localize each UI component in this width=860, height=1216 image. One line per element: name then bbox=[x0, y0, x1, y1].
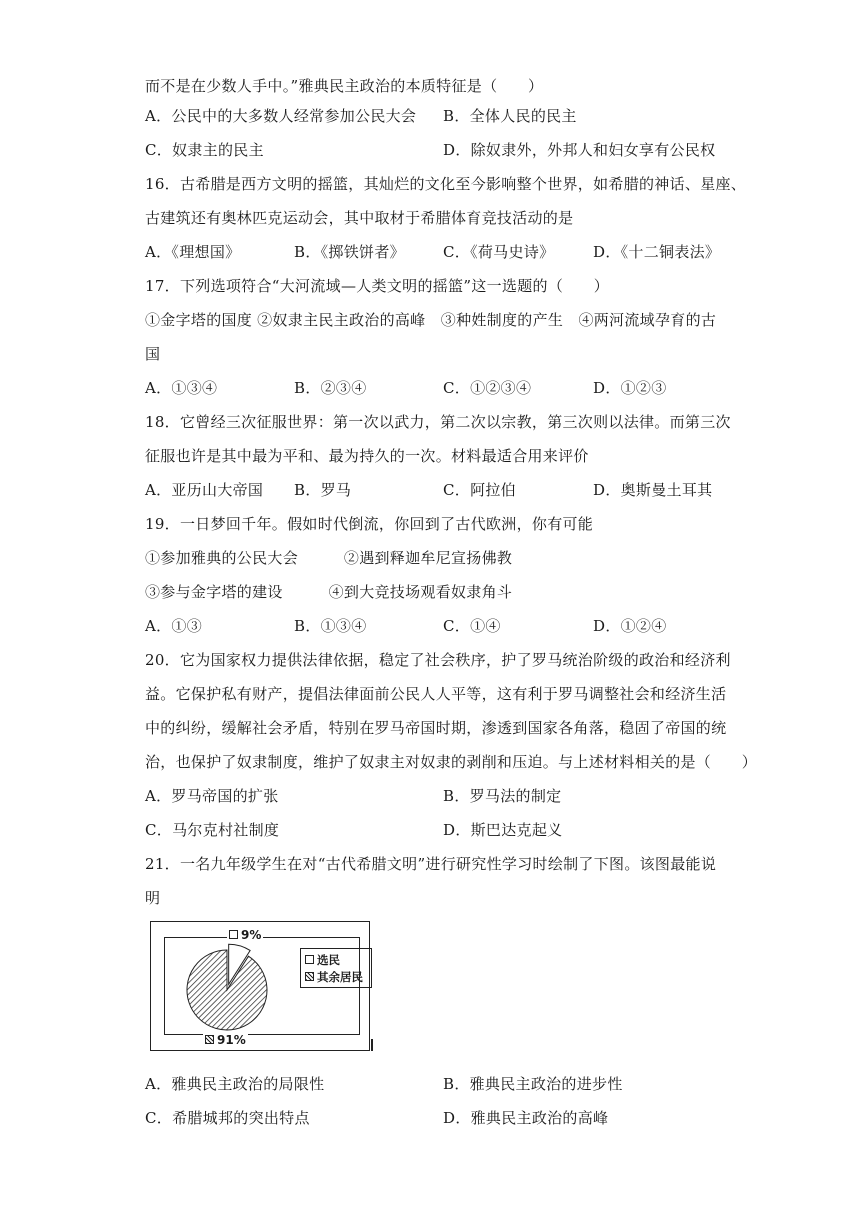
label-other-percent: 91% bbox=[203, 1033, 248, 1047]
chart-legend bbox=[300, 948, 372, 988]
q17-items-line-2: 国 bbox=[145, 345, 161, 363]
q15-option-a[interactable]: A．公民中的大多数人经常参加公民大会 bbox=[145, 107, 417, 125]
legend-swatch-hatched bbox=[305, 972, 314, 981]
q19-option-c[interactable]: C．①④ bbox=[443, 617, 501, 635]
q15-stem-tail: 而不是在少数人手中。”雅典民主政治的本质特征是（ ） bbox=[145, 77, 544, 95]
label-swatch-hatched bbox=[205, 1035, 214, 1044]
q16-option-c[interactable]: C．《荷马史诗》 bbox=[443, 243, 555, 261]
q17-option-d[interactable]: D．①②③ bbox=[593, 379, 667, 397]
q16-option-b[interactable]: B．《掷铁饼者》 bbox=[294, 243, 405, 261]
q19-option-b[interactable]: B．①③④ bbox=[294, 617, 367, 635]
frame-stub bbox=[371, 1039, 373, 1051]
q15-option-b[interactable]: B．全体人民的民主 bbox=[443, 107, 577, 125]
pie-slice-other-residents bbox=[187, 950, 267, 1030]
q20-stem-line-1: 20．它为国家权力提供法律依据，稳定了社会秩序，护了罗马统治阶级的政治和经济利 bbox=[145, 651, 731, 669]
legend-swatch-blank bbox=[305, 955, 314, 964]
q21-stem-line-2: 明 bbox=[145, 889, 161, 907]
q20-stem-line-2: 益。它保护私有财产，提倡法律面前公民人人平等，这有利于罗马调整社会和经济生活 bbox=[145, 685, 727, 703]
q17-stem: 17．下列选项符合“大河流域—人类文明的摇篮”这一选题的（ ） bbox=[145, 277, 610, 295]
chart-inner-frame bbox=[164, 937, 363, 1035]
q15-option-d[interactable]: D．除奴隶外，外邦人和妇女享有公民权 bbox=[443, 141, 716, 159]
q16-option-a[interactable]: A．《理想国》 bbox=[145, 243, 241, 261]
legend-label-voters: 选民 bbox=[317, 953, 340, 967]
q19-items-line-2: ③参与金字塔的建设 ④到大竞技场观看奴隶角斗 bbox=[145, 583, 513, 601]
q20-option-d[interactable]: D．斯巴达克起义 bbox=[443, 821, 563, 839]
q21-option-c[interactable]: C．希腊城邦的突出特点 bbox=[145, 1109, 310, 1127]
q15-option-c[interactable]: C．奴隶主的民主 bbox=[145, 141, 264, 159]
q21-option-a[interactable]: A．雅典民主政治的局限性 bbox=[145, 1075, 325, 1093]
q17-option-a[interactable]: A．①③④ bbox=[145, 379, 218, 397]
pie-chart-figure bbox=[150, 921, 370, 1051]
legend-item-other bbox=[305, 970, 363, 984]
legend-item-voters bbox=[305, 953, 340, 967]
q18-stem-line-2: 征服也许是其中最为平和、最为持久的一次。材料最适合用来评价 bbox=[145, 447, 589, 465]
q17-items-line-1: ①金字塔的国度 ②奴隶主民主政治的高峰 ③种姓制度的产生 ④两河流域孕育的古 bbox=[145, 311, 717, 329]
q18-option-a[interactable]: A．亚历山大帝国 bbox=[145, 481, 264, 499]
q18-option-b[interactable]: B．罗马 bbox=[294, 481, 352, 499]
q16-option-d[interactable]: D．《十二铜表法》 bbox=[593, 243, 721, 261]
q21-option-b[interactable]: B．雅典民主政治的进步性 bbox=[443, 1075, 623, 1093]
q16-stem-line-1: 16．古希腊是西方文明的摇篮，其灿烂的文化至今影响整个世界，如希腊的神话、星座、 bbox=[145, 175, 747, 193]
q18-option-c[interactable]: C．阿拉伯 bbox=[443, 481, 516, 499]
q19-option-d[interactable]: D．①②④ bbox=[593, 617, 667, 635]
q20-option-c[interactable]: C．马尔克村社制度 bbox=[145, 821, 280, 839]
q20-stem-line-4: 治，也保护了奴隶制度，维护了奴隶主对奴隶的剥削和压迫。与上述材料相关的是（ ） bbox=[145, 753, 758, 771]
q21-option-d[interactable]: D．雅典民主政治的高峰 bbox=[443, 1109, 609, 1127]
q19-items-line-1: ①参加雅典的公民大会 ②遇到释迦牟尼宣扬佛教 bbox=[145, 549, 513, 567]
label-voters-percent: 9% bbox=[227, 928, 263, 942]
q19-option-a[interactable]: A．①③ bbox=[145, 617, 203, 635]
q19-stem: 19．一日梦回千年。假如时代倒流，你回到了古代欧洲，你有可能 bbox=[145, 515, 594, 533]
q17-option-b[interactable]: B．②③④ bbox=[294, 379, 367, 397]
q20-stem-line-3: 中的纠纷，缓解社会矛盾，特别在罗马帝国时期，渗透到国家各角落，稳固了帝国的统 bbox=[145, 719, 727, 737]
q21-stem-line-1: 21．一名九年级学生在对“古代希腊文明”进行研究性学习时绘制了下图。该图最能说 bbox=[145, 855, 717, 873]
q20-option-a[interactable]: A．罗马帝国的扩张 bbox=[145, 787, 279, 805]
legend-label-other: 其余居民 bbox=[317, 970, 363, 984]
q20-option-b[interactable]: B．罗马法的制定 bbox=[443, 787, 562, 805]
label-swatch-blank bbox=[229, 930, 238, 939]
q16-stem-line-2: 古建筑还有奥林匹克运动会，其中取材于希腊体育竞技活动的是 bbox=[145, 209, 574, 227]
q18-stem-line-1: 18．它曾经三次征服世界：第一次以武力，第二次以宗教，第三次则以法律。而第三次 bbox=[145, 413, 731, 431]
q18-option-d[interactable]: D．奥斯曼土耳其 bbox=[593, 481, 713, 499]
q17-option-c[interactable]: C．①②③④ bbox=[443, 379, 532, 397]
